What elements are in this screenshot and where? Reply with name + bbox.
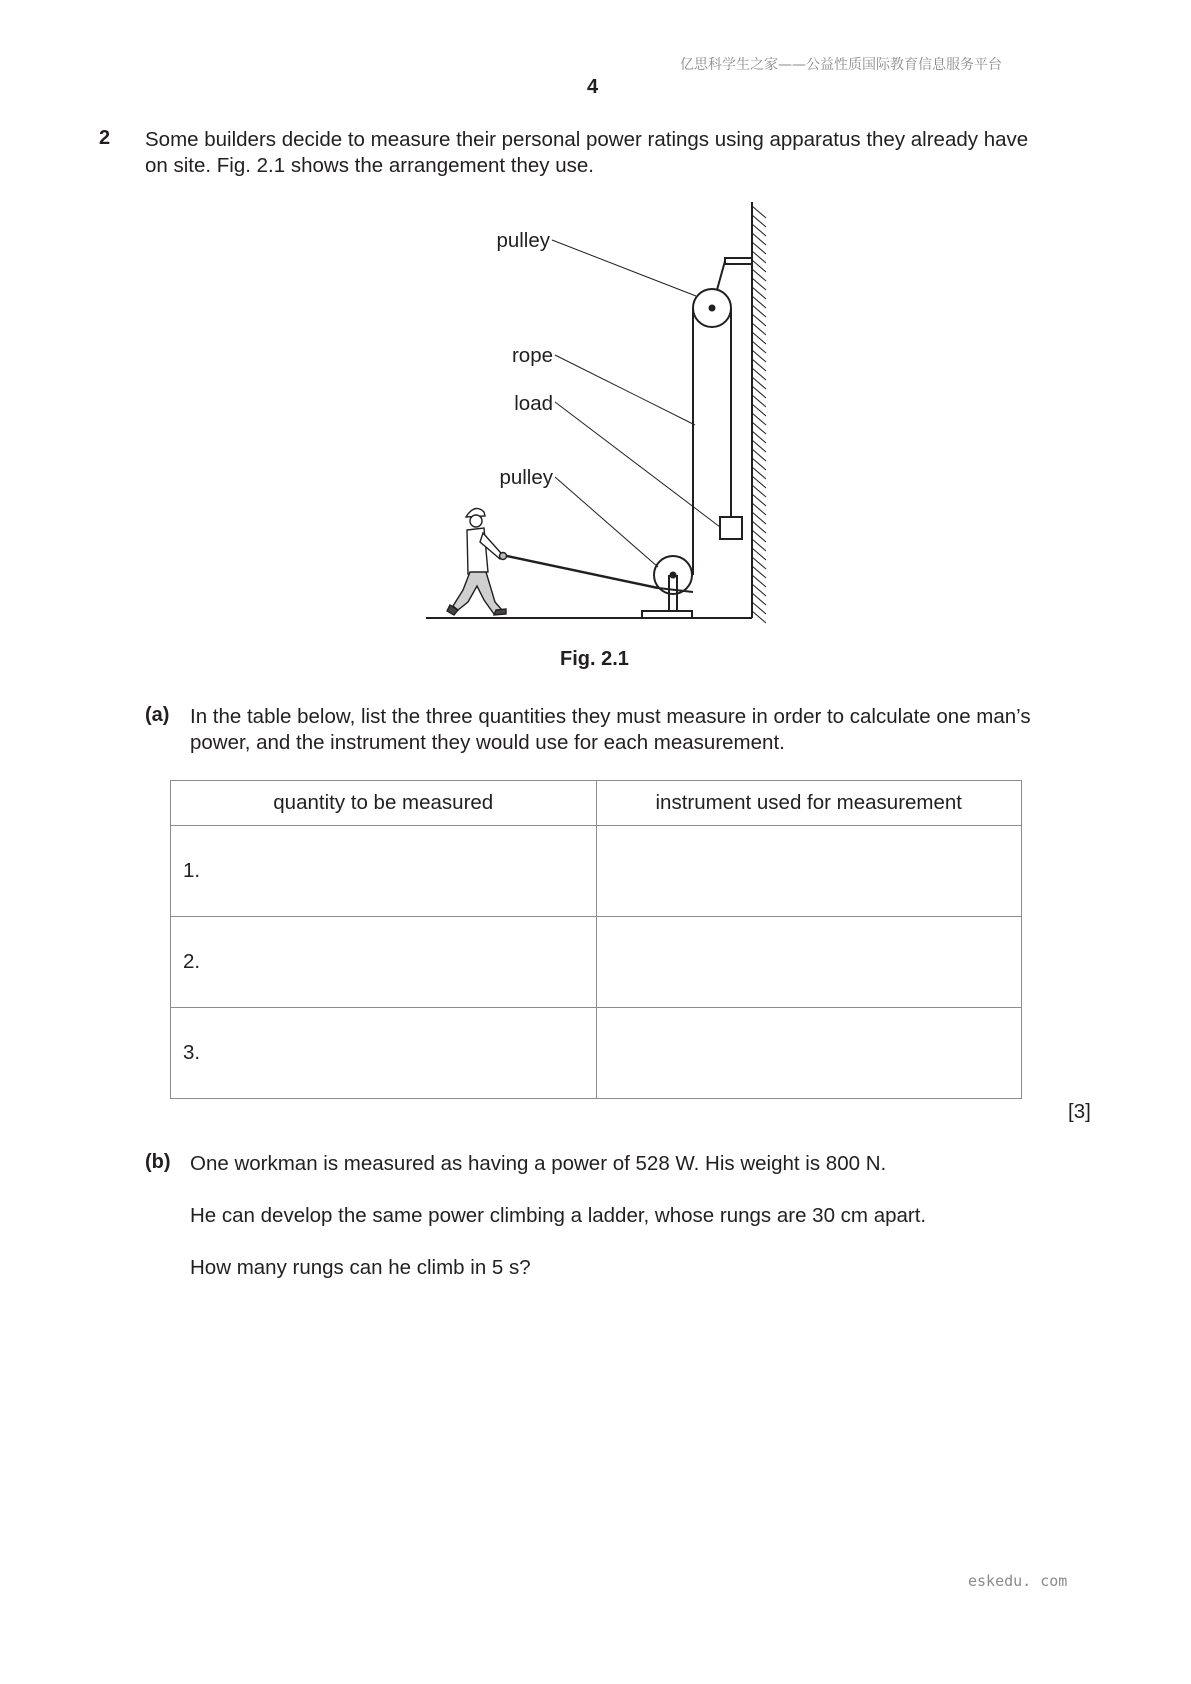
- figure-caption: Fig. 2.1: [560, 648, 629, 670]
- measurement-table: [170, 780, 1022, 1099]
- table-row: [171, 826, 1022, 917]
- row-number: 3.: [183, 1041, 201, 1064]
- instrument-cell-2[interactable]: [596, 917, 1022, 1008]
- header-quantity: quantity to be measured: [171, 781, 597, 826]
- top-pulley: [693, 289, 731, 327]
- part-a-label: (a): [145, 704, 170, 726]
- label-pulley-bottom: pulley: [499, 466, 553, 489]
- part-a-text: [190, 704, 1031, 756]
- row-number: 2.: [183, 950, 201, 973]
- label-load: load: [514, 392, 553, 415]
- part-a-line-2: power, and the instrument they would use for each measurement.: [190, 731, 785, 754]
- pulley-bracket: [725, 258, 752, 264]
- marks-badge: [3]: [1068, 1100, 1091, 1123]
- instrument-cell-3[interactable]: [596, 1008, 1022, 1099]
- part-a-line-1: In the table below, list the three quantities they must measure in order to calculate one man’s: [190, 705, 1031, 728]
- table-header-row: [171, 781, 1022, 826]
- row-number: 1.: [183, 859, 201, 882]
- quantity-cell-2[interactable]: [171, 917, 597, 1008]
- leader-lines: [552, 240, 720, 567]
- wall-hatch-marks: [752, 206, 766, 623]
- part-b-line-2: He can develop the same power climbing a ladder, whose rungs are 30 cm apart.: [190, 1204, 927, 1227]
- part-b-label: (b): [145, 1151, 171, 1173]
- label-rope: rope: [511, 344, 553, 367]
- intro-line-1: Some builders decide to measure their personal power ratings using apparatus they already have: [145, 128, 1029, 151]
- quantity-cell-3[interactable]: [171, 1008, 597, 1099]
- pulley-diagram: [420, 200, 780, 630]
- workman-figure: [447, 508, 507, 615]
- part-b-line-3: How many rungs can he climb in 5 s?: [190, 1256, 531, 1279]
- load-box: [720, 517, 742, 539]
- instrument-cell-1[interactable]: [596, 826, 1022, 917]
- watermark-bottom: eskedu. com: [968, 1572, 1068, 1590]
- rope-to-man: [502, 555, 658, 588]
- question-intro: [145, 127, 1095, 179]
- label-pulley-top: pulley: [496, 229, 550, 252]
- header-instrument: instrument used for measurement: [596, 781, 1022, 826]
- question-number: 2: [99, 127, 111, 149]
- page-number: 4: [587, 76, 599, 98]
- intro-line-2: on site. Fig. 2.1 shows the arrangement they use.: [145, 154, 594, 177]
- part-b-line-1: One workman is measured as having a power of 528 W. His weight is 800 N.: [190, 1152, 887, 1175]
- table-row: [171, 1008, 1022, 1099]
- quantity-cell-1[interactable]: [171, 826, 597, 917]
- table-row: [171, 917, 1022, 1008]
- watermark-top: 亿思科学生之家——公益性质国际教育信息服务平台: [680, 57, 1002, 73]
